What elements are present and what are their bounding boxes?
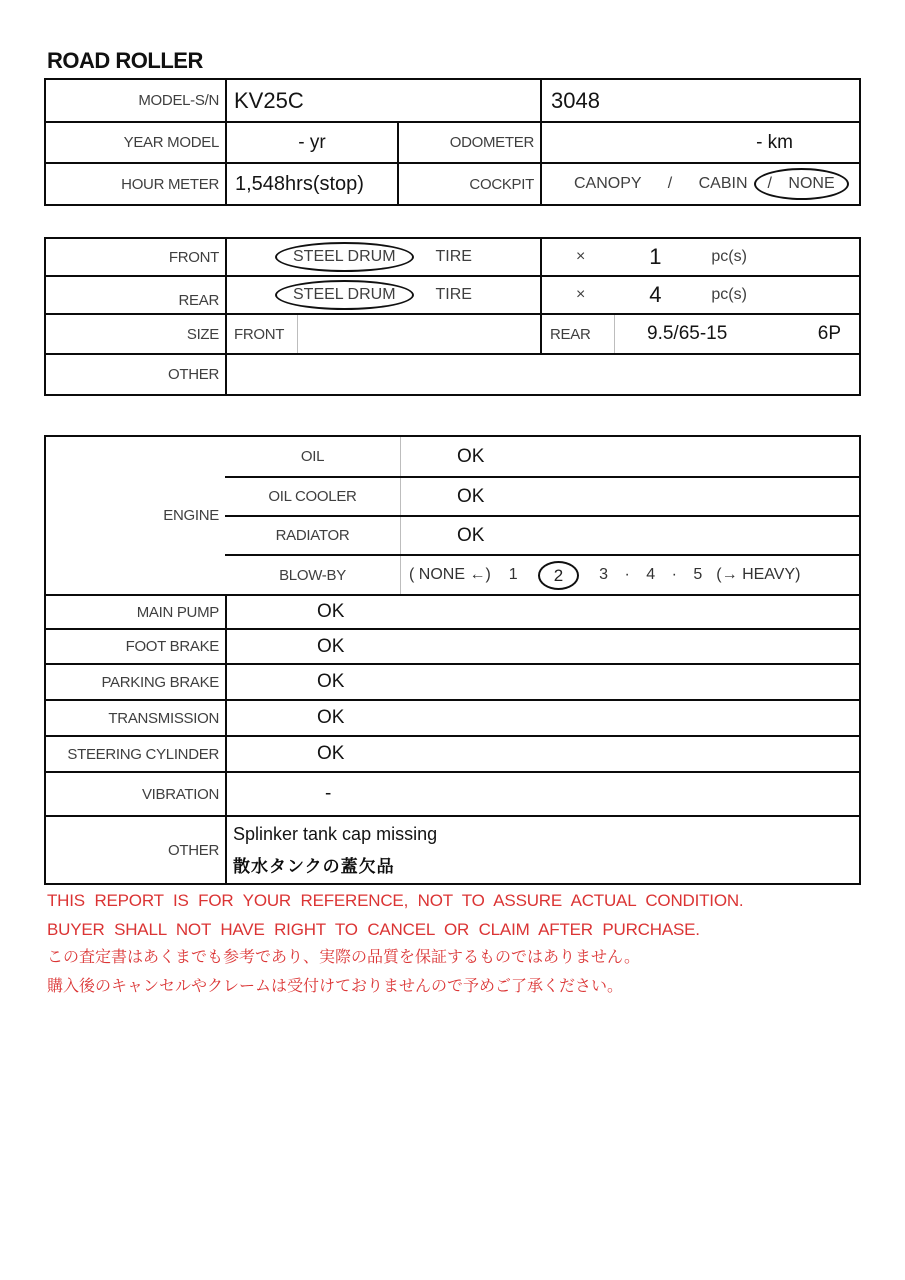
table-row bbox=[46, 80, 859, 121]
times-sign: × bbox=[576, 286, 586, 303]
rear-tire-text: TIRE bbox=[435, 286, 472, 303]
cockpit-label: COCKPIT bbox=[397, 164, 540, 204]
main-pump-label: MAIN PUMP bbox=[136, 603, 219, 621]
size-rear-cell bbox=[614, 315, 859, 353]
page-title: ROAD ROLLER bbox=[47, 48, 203, 73]
engine-block bbox=[46, 437, 859, 594]
front-tire-text: TIRE bbox=[435, 248, 472, 265]
table-row bbox=[46, 735, 859, 771]
transmission-label: TRANSMISSION bbox=[108, 709, 219, 727]
size-front-label: FRONT bbox=[225, 315, 297, 353]
disclaimer-line-3: この査定書はあくまでも参考であり、実際の品質を保証するものではありません。 bbox=[47, 949, 640, 966]
table-row bbox=[225, 476, 859, 515]
engine-label: ENGINE bbox=[163, 507, 219, 524]
front-label: FRONT bbox=[168, 248, 219, 266]
table-row bbox=[46, 313, 859, 353]
table-row bbox=[46, 628, 859, 663]
other-note-en: Splinker tank cap missing bbox=[233, 823, 438, 844]
year-model-label: YEAR MODEL bbox=[123, 134, 219, 151]
parking-brake-label: PARKING BRAKE bbox=[101, 673, 219, 691]
blowby-prefix: ( NONE ←) bbox=[409, 566, 491, 583]
table-row bbox=[225, 437, 859, 476]
blowby-grade-1: 1 bbox=[508, 566, 518, 583]
rear-type-cell bbox=[225, 277, 540, 313]
size-rear-value: 9.5/65-15 bbox=[647, 323, 728, 344]
condition-table bbox=[44, 435, 861, 885]
foot-brake-label: FOOT BRAKE bbox=[125, 638, 219, 655]
table-row bbox=[46, 663, 859, 699]
blowby-scale bbox=[400, 556, 859, 594]
size-front-value bbox=[297, 315, 540, 353]
table-row bbox=[46, 594, 859, 628]
disclaimer-line-2: BUYER SHALL NOT HAVE RIGHT TO CANCEL OR CLAIM AFTER PURCHASE. bbox=[47, 919, 700, 939]
condition-other-label: OTHER bbox=[167, 841, 219, 859]
table-row bbox=[46, 699, 859, 735]
cockpit-selected-oval: / NONE bbox=[754, 168, 849, 200]
size-rear-label: REAR bbox=[540, 315, 614, 353]
oil-cooler-label: OIL COOLER bbox=[268, 488, 357, 505]
cockpit-value bbox=[540, 164, 859, 204]
wheel-other-label: OTHER bbox=[167, 366, 219, 383]
wheel-table bbox=[44, 237, 861, 396]
hour-meter-value: 1,548hrs(stop) bbox=[225, 164, 397, 204]
blowby-grades-3-5: 3 · 4 · 5 bbox=[599, 566, 703, 583]
cockpit-options: CANOPY / CABIN bbox=[574, 175, 748, 192]
condition-other-value bbox=[225, 817, 859, 883]
oil-value: OK bbox=[400, 437, 859, 476]
odometer-value: - km bbox=[540, 123, 859, 162]
steering-cylinder-label: STEERING CYLINDER bbox=[67, 745, 219, 763]
table-row bbox=[46, 353, 859, 394]
transmission-value: OK bbox=[225, 701, 859, 735]
rear-unit: pc(s) bbox=[711, 286, 747, 303]
table-row bbox=[225, 554, 859, 594]
table-row bbox=[225, 515, 859, 554]
table-row bbox=[46, 275, 859, 313]
disclaimer-block bbox=[47, 887, 743, 1001]
size-rear-ply: 6P bbox=[817, 323, 841, 344]
front-type-cell bbox=[225, 239, 540, 275]
rear-drum-oval: STEEL DRUM bbox=[275, 280, 414, 310]
rear-count: 4 bbox=[649, 282, 662, 307]
engine-subrows bbox=[225, 437, 859, 594]
odometer-label: ODOMETER bbox=[397, 123, 540, 162]
radiator-label: RADIATOR bbox=[275, 527, 350, 544]
size-label: SIZE bbox=[186, 325, 219, 343]
model-sn-label: MODEL-S/N bbox=[138, 92, 219, 109]
rear-count-cell bbox=[540, 277, 859, 313]
other-note-jp: 散水タンクの蓋欠品 bbox=[233, 856, 395, 876]
table-row bbox=[46, 771, 859, 815]
blowby-label: BLOW-BY bbox=[279, 566, 346, 584]
disclaimer-line-4: 購入後のキャンセルやクレームは受付けておりませんので予めご了承ください。 bbox=[47, 977, 624, 995]
front-unit: pc(s) bbox=[711, 248, 747, 265]
serial-value: 3048 bbox=[540, 80, 859, 121]
rear-label: REAR bbox=[178, 292, 219, 309]
vibration-value: - bbox=[225, 773, 859, 815]
table-row bbox=[46, 162, 859, 204]
front-drum-oval: STEEL DRUM bbox=[275, 242, 414, 272]
foot-brake-value: OK bbox=[225, 630, 859, 663]
model-value: KV25C bbox=[225, 80, 540, 121]
table-row bbox=[46, 239, 859, 275]
times-sign: × bbox=[576, 248, 586, 265]
blowby-suffix: (→ HEAVY) bbox=[716, 566, 801, 583]
table-row bbox=[46, 815, 859, 883]
year-model-value: - yr bbox=[225, 123, 397, 162]
oil-label: OIL bbox=[300, 448, 325, 465]
vehicle-info-table bbox=[44, 78, 861, 206]
oil-cooler-value: OK bbox=[400, 478, 859, 515]
steering-cylinder-value: OK bbox=[225, 737, 859, 771]
main-pump-value: OK bbox=[225, 596, 859, 628]
wheel-other-value bbox=[225, 355, 859, 394]
front-count-cell bbox=[540, 239, 859, 275]
hour-meter-label: HOUR METER bbox=[121, 175, 219, 193]
vibration-label: VIBRATION bbox=[141, 785, 219, 803]
disclaimer-line-1: THIS REPORT IS FOR YOUR REFERENCE, NOT TO ASSURE ACTUAL CONDITION. bbox=[47, 891, 744, 910]
front-count: 1 bbox=[649, 244, 662, 269]
blowby-selected-oval: 2 bbox=[538, 561, 579, 590]
parking-brake-value: OK bbox=[225, 665, 859, 699]
table-row bbox=[46, 121, 859, 162]
radiator-value: OK bbox=[400, 517, 859, 554]
